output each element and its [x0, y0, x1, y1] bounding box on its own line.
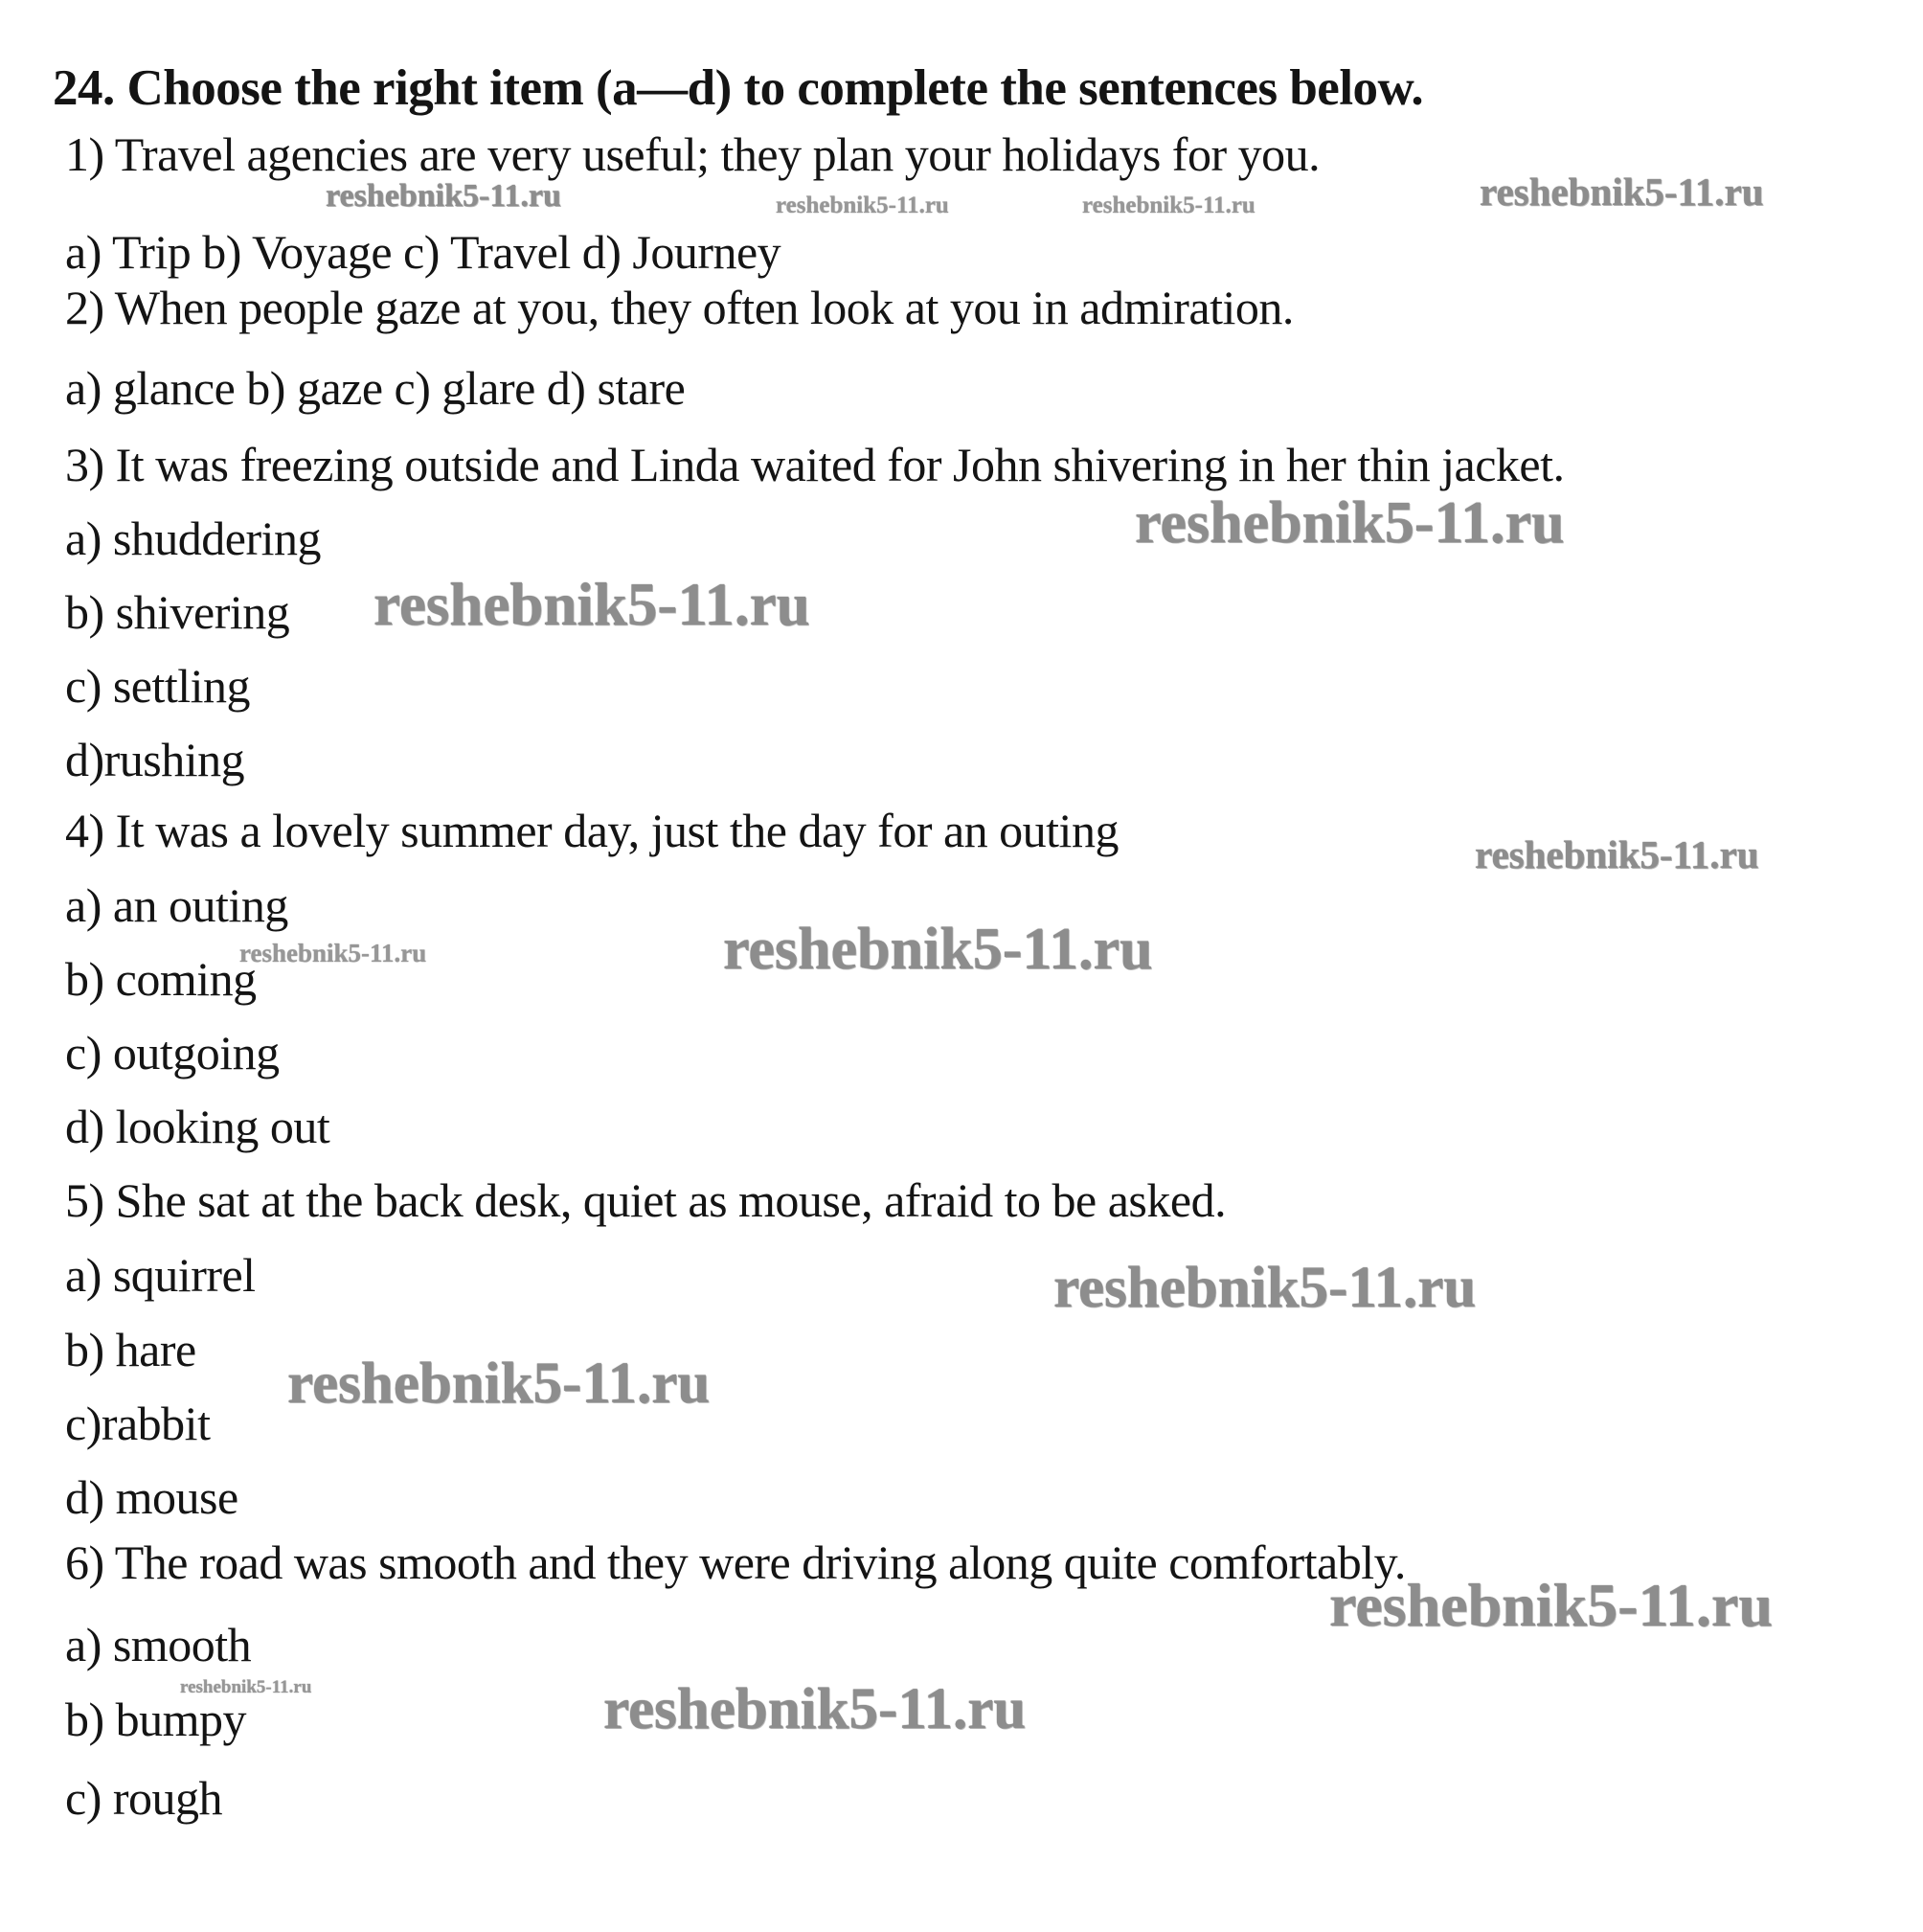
question-6-sentence: 6) The road was smooth and they were driving along quite comfortably. [65, 1535, 1406, 1589]
question-3-option-a: a) shuddering [65, 511, 322, 565]
watermark: reshebnik5-11.ru [1082, 193, 1256, 218]
watermark: reshebnik5-11.ru [1135, 490, 1565, 556]
watermark: reshebnik5-11.ru [180, 1677, 312, 1697]
question-4-sentence: 4) It was a lovely summer day, just the day for an outing [65, 804, 1119, 857]
watermark: reshebnik5-11.ru [723, 917, 1153, 982]
watermark: reshebnik5-11.ru [1053, 1256, 1477, 1320]
question-4-option-a: a) an outing [65, 878, 288, 932]
question-4-option-b: b) coming [65, 952, 257, 1006]
question-5-option-b: b) hare [65, 1323, 196, 1376]
watermark: reshebnik5-11.ru [326, 178, 561, 214]
watermark: reshebnik5-11.ru [1329, 1571, 1773, 1639]
watermark: reshebnik5-11.ru [287, 1352, 711, 1416]
question-3-option-d: d)rushing [65, 733, 245, 786]
watermark: reshebnik5-11.ru [776, 193, 949, 218]
watermark: reshebnik5-11.ru [373, 571, 810, 638]
question-3-option-b: b) shivering [65, 585, 290, 639]
question-5-option-a: a) squirrel [65, 1248, 256, 1302]
watermark: reshebnik5-11.ru [603, 1677, 1027, 1741]
watermark: reshebnik5-11.ru [239, 939, 427, 967]
question-3-sentence: 3) It was freezing outside and Linda waited for John shivering in her thin jacket. [65, 438, 1565, 491]
question-1-options: a) Trip b) Voyage c) Travel d) Journey [65, 225, 781, 279]
question-6-option-c: c) rough [65, 1771, 222, 1825]
question-6-option-b: b) bumpy [65, 1693, 247, 1746]
watermark: reshebnik5-11.ru [1475, 832, 1759, 876]
question-2-options: a) glance b) gaze c) glare d) stare [65, 361, 686, 415]
question-4-option-c: c) outgoing [65, 1026, 280, 1080]
question-4-option-d: d) looking out [65, 1100, 330, 1153]
question-3-option-c: c) settling [65, 659, 251, 713]
question-5-option-c: c)rabbit [65, 1397, 211, 1450]
exercise-heading: 24. Choose the right item (a—d) to complete the sentences below. [53, 60, 1424, 116]
question-6-option-a: a) smooth [65, 1618, 252, 1671]
question-5-option-d: d) mouse [65, 1470, 238, 1524]
question-2-sentence: 2) When people gaze at you, they often look at you in admiration. [65, 281, 1294, 334]
question-1-sentence: 1) Travel agencies are very useful; they plan your holidays for you. [65, 127, 1321, 181]
question-5-sentence: 5) She sat at the back desk, quiet as mouse, afraid to be asked. [65, 1173, 1227, 1227]
watermark: reshebnik5-11.ru [1480, 170, 1764, 214]
